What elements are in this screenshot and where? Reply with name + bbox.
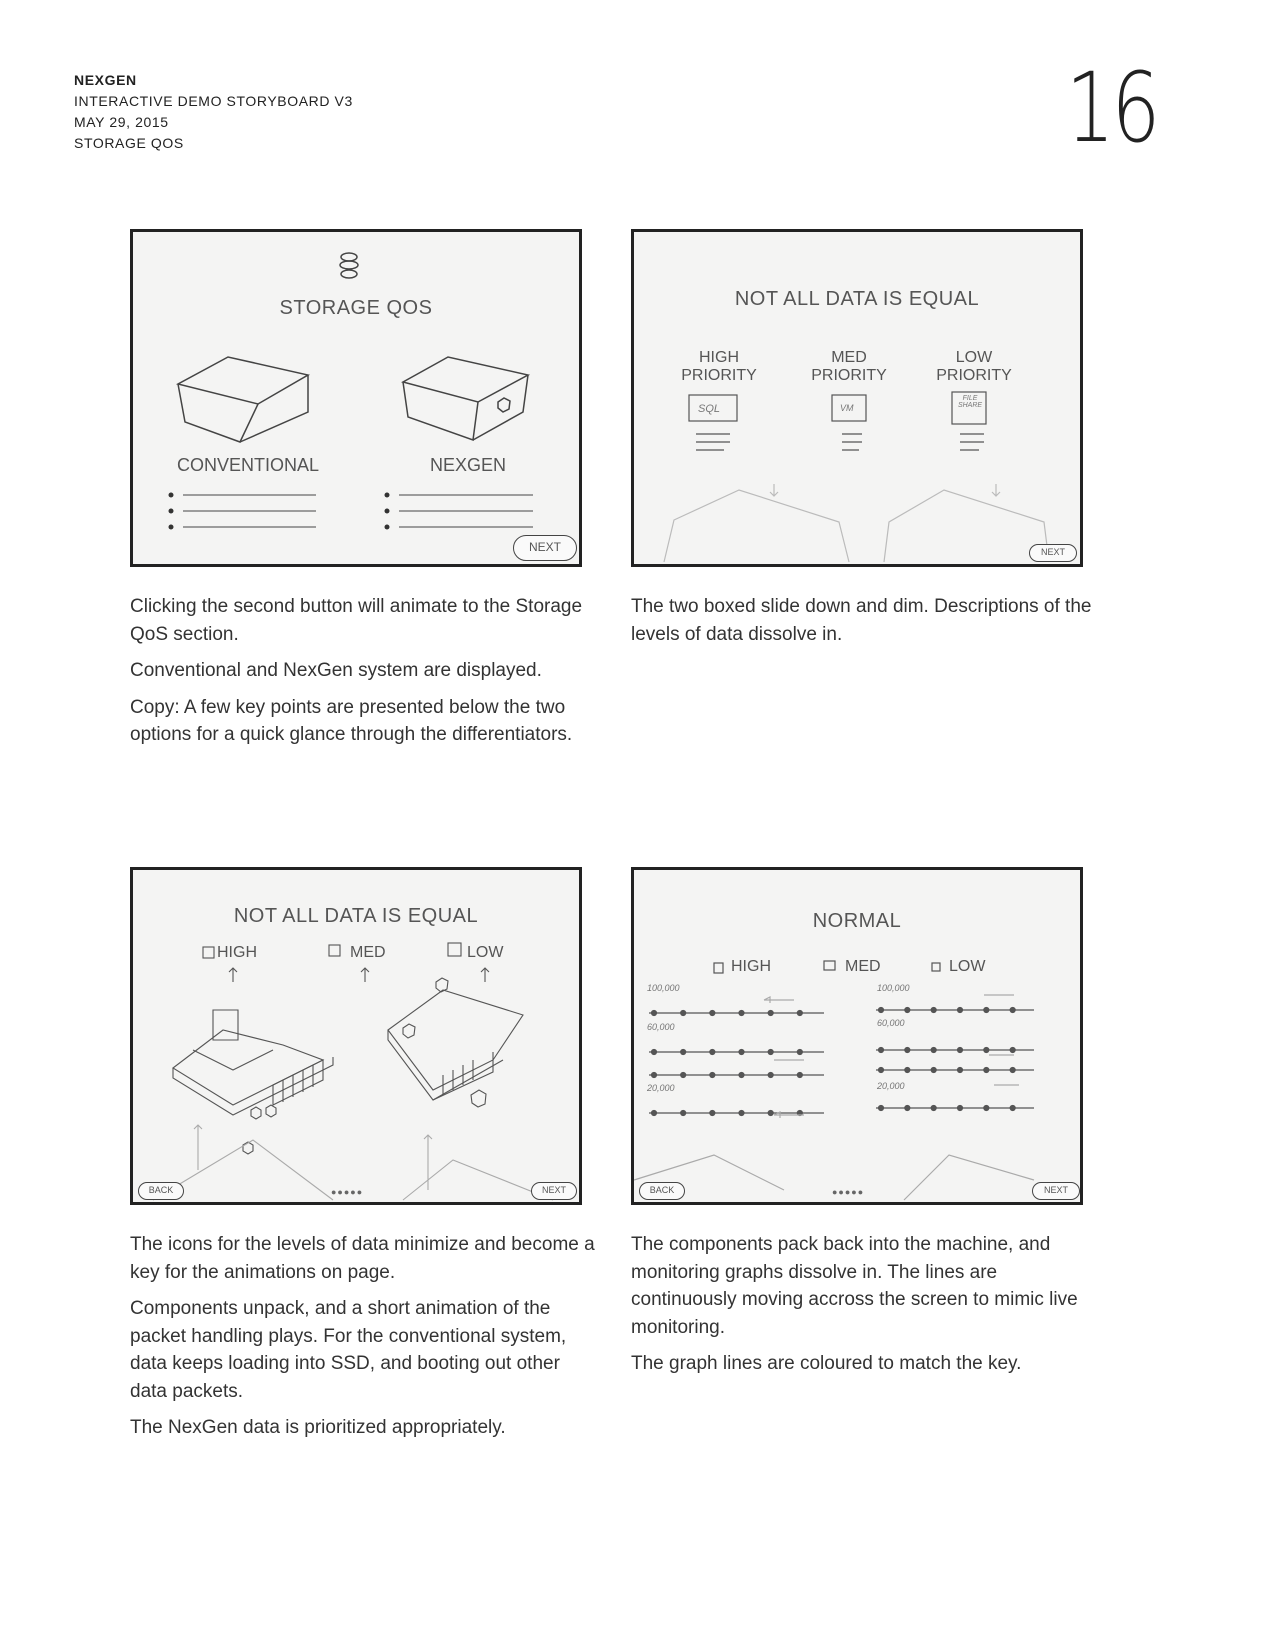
conventional-box-sketch [178, 357, 308, 442]
priority-sketches [634, 232, 1083, 567]
graph-label-20000-right: 20,000 [877, 1081, 905, 1091]
key-high: HIGH [731, 958, 771, 975]
pagination-dots[interactable]: ●●●●● [832, 1187, 865, 1197]
graph-point [958, 1048, 963, 1053]
caption-paragraph: The NexGen data is prioritized appropriately. [130, 1417, 506, 1438]
graph-point [681, 1011, 686, 1016]
caption-paragraph: Conventional and NexGen system are displayed. [130, 660, 542, 681]
frame-3-caption [130, 1231, 600, 1451]
sql-icon-label: SQL [698, 403, 721, 415]
graph-point [739, 1073, 744, 1078]
frame-1-caption [130, 593, 600, 758]
key-low: LOW [467, 944, 504, 961]
next-button[interactable]: NEXT [1032, 1182, 1080, 1200]
caption-paragraph: The icons for the levels of data minimize and become a key for the animations on page. [130, 1234, 595, 1283]
key-med: MED [350, 944, 386, 961]
high-priority-label: HIGH PRIORITY [681, 349, 757, 384]
graph-point [905, 1106, 910, 1111]
graph-point [710, 1073, 715, 1078]
nexgen-label: NEXGEN [429, 455, 507, 475]
back-button[interactable]: BACK [138, 1182, 184, 1200]
graph-label-100000-right: 100,000 [877, 983, 910, 993]
graph-point [931, 1008, 936, 1013]
graph-point [1010, 1048, 1015, 1053]
section-name: STORAGE QOS [74, 135, 184, 151]
nexgen-box-sketch [403, 357, 528, 440]
graph-label-60000-left: 60,000 [647, 1022, 675, 1032]
graph-point [879, 1106, 884, 1111]
graph-point [768, 1073, 773, 1078]
caption-paragraph: The two boxed slide down and dim. Descriptions of the levels of data dissolve in. [631, 596, 1092, 645]
graph-point [879, 1048, 884, 1053]
logo-sketch-icon [340, 253, 358, 278]
key-high: HIGH [217, 944, 257, 961]
document-date: MAY 29, 2015 [74, 114, 169, 130]
frame-title: NORMAL [812, 910, 902, 932]
caption-paragraph: The graph lines are coloured to match the key. [631, 1353, 1022, 1374]
storyboard-frame-data-priority [631, 229, 1083, 567]
low-priority-label: LOW PRIORITY [936, 349, 1012, 384]
box-sketches [133, 232, 582, 567]
graph-point [652, 1073, 657, 1078]
frame-title: NOT ALL DATA IS EQUAL [233, 905, 479, 927]
graph-point [739, 1111, 744, 1116]
graph-point [797, 1073, 802, 1078]
caption-paragraph: Components unpack, and a short animation of the packet handling plays. For the conventional system, data keeps loading into SSD, and booting out other data packets. [130, 1298, 567, 1402]
caption-paragraph: Copy: A few key points are presented below the two options for a quick glance through the differentiators. [130, 696, 573, 745]
company-name: NEXGEN [74, 72, 137, 88]
graph-point [905, 1008, 910, 1013]
graph-point [879, 1068, 884, 1073]
graph-point [652, 1011, 657, 1016]
caption-paragraph: Clicking the second button will animate to the Storage QoS section. [130, 596, 583, 645]
graph-point [681, 1111, 686, 1116]
graph-point [681, 1050, 686, 1055]
conventional-label: CONVENTIONAL [176, 455, 320, 475]
document-title: INTERACTIVE DEMO STORYBOARD V3 [74, 93, 353, 109]
graph-point [905, 1068, 910, 1073]
document-header [74, 70, 353, 154]
file-share-icon-label: FILE SHARE [957, 395, 983, 409]
frame-2-caption [631, 593, 1101, 657]
graph-point [931, 1068, 936, 1073]
graph-label-20000-left: 20,000 [647, 1083, 675, 1093]
graph-point [984, 1106, 989, 1111]
next-button[interactable]: NEXT [513, 535, 577, 561]
graph-point [652, 1111, 657, 1116]
graph-point [984, 1068, 989, 1073]
back-button[interactable]: BACK [639, 1182, 685, 1200]
graph-point [1010, 1068, 1015, 1073]
graph-point [768, 1050, 773, 1055]
graph-point [768, 1011, 773, 1016]
graph-point [958, 1106, 963, 1111]
page-number: 16 [1065, 52, 1157, 164]
graph-point [984, 1008, 989, 1013]
graph-point [739, 1050, 744, 1055]
graph-point [1010, 1008, 1015, 1013]
key-med: MED [845, 958, 881, 975]
frame-4-caption [631, 1231, 1101, 1387]
next-button[interactable]: NEXT [1029, 544, 1077, 562]
graph-point [652, 1050, 657, 1055]
pagination-dots[interactable]: ●●●●● [331, 1187, 364, 1197]
vm-icon-label: VM [840, 403, 854, 413]
graph-point [681, 1073, 686, 1078]
graph-point [739, 1011, 744, 1016]
bullet-lines [183, 495, 533, 527]
graph-point [984, 1048, 989, 1053]
graph-point [958, 1068, 963, 1073]
graph-point [931, 1048, 936, 1053]
frame-title: STORAGE QOS [279, 297, 433, 319]
graph-point [958, 1008, 963, 1013]
storyboard-frame-monitoring [631, 867, 1083, 1205]
graph-point [905, 1048, 910, 1053]
next-button[interactable]: NEXT [531, 1182, 577, 1200]
graph-point [931, 1106, 936, 1111]
graph-label-60000-right: 60,000 [877, 1018, 905, 1028]
storyboard-frame-components-unpack [130, 867, 582, 1205]
storyboard-frame-storage-qos [130, 229, 582, 567]
graph-point [710, 1111, 715, 1116]
med-priority-label: MED PRIORITY [811, 349, 887, 384]
graph-point [1010, 1106, 1015, 1111]
graph-point [797, 1050, 802, 1055]
graph-point [710, 1050, 715, 1055]
graph-point [797, 1011, 802, 1016]
graph-point [879, 1008, 884, 1013]
graph-point [710, 1011, 715, 1016]
key-low: LOW [949, 958, 986, 975]
frame-title: NOT ALL DATA IS EQUAL [734, 288, 980, 310]
caption-paragraph: The components pack back into the machine, and monitoring graphs dissolve in. The lines are continuously moving accross the screen to mimic live monitoring. [631, 1234, 1078, 1338]
graph-label-100000-left: 100,000 [647, 983, 680, 993]
graph-point [768, 1111, 773, 1116]
